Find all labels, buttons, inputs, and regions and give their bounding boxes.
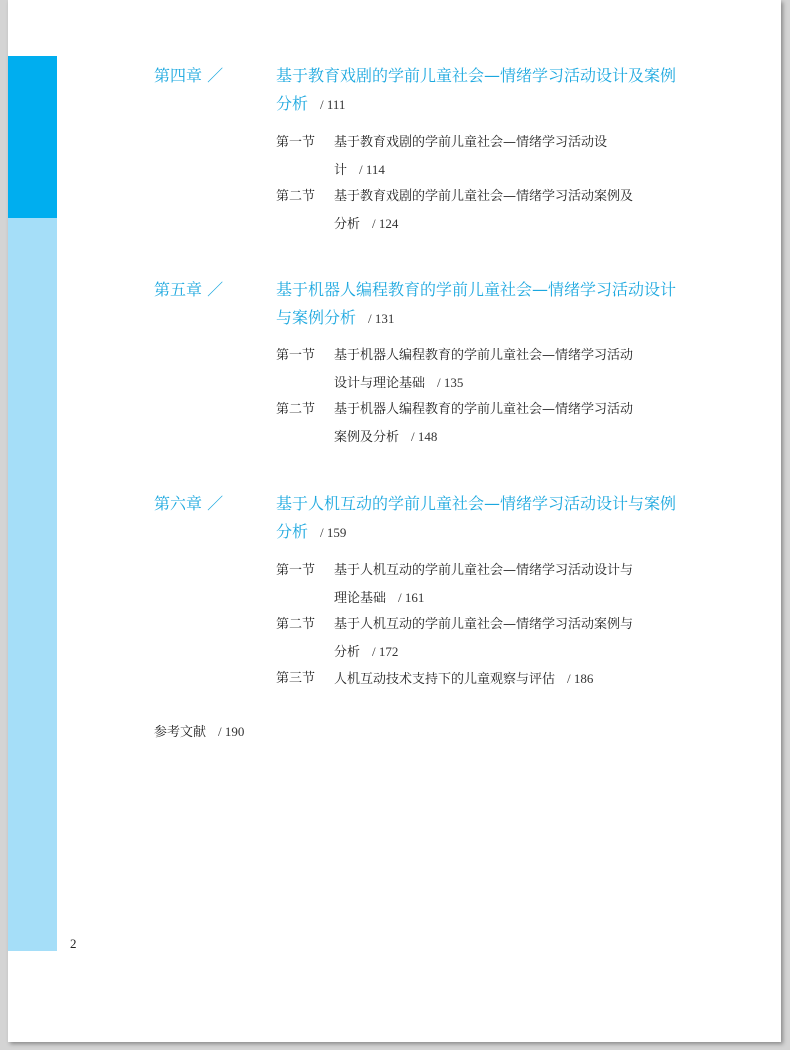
section-page: / 148: [411, 428, 438, 444]
section-page: / 172: [372, 643, 399, 659]
toc-section[interactable]: [276, 612, 696, 666]
chapter-title[interactable]: [276, 490, 676, 547]
section-title: 基于人机互动的学前儿童社会—情绪学习活动案例与分析: [334, 617, 634, 660]
section-page: / 186: [567, 671, 594, 686]
section-label: 第一节: [276, 348, 316, 363]
chapter-6-sections: [276, 558, 696, 694]
toc-section[interactable]: [276, 558, 696, 612]
chapter-title-text: 基于人机互动的学前儿童社会—情绪学习活动设计与案例分析: [276, 494, 677, 541]
references-page: / 190: [218, 724, 245, 739]
toc-section[interactable]: [276, 397, 696, 451]
toc-section[interactable]: [276, 130, 696, 184]
section-page: / 114: [359, 161, 385, 177]
color-band-light: [8, 218, 57, 951]
chapter-label: 第四章 ／: [154, 66, 224, 85]
section-page: / 124: [372, 215, 399, 231]
chapter-title-text: 基于教育戏剧的学前儿童社会—情绪学习活动设计及案例分析: [276, 66, 677, 113]
color-band-dark: [8, 56, 57, 218]
toc-section[interactable]: [276, 343, 696, 397]
chapter-5-sections: [276, 343, 696, 451]
section-title: 人机互动技术支持下的儿童观察与评估: [334, 672, 556, 687]
chapter-page: / 159: [320, 525, 347, 540]
section-title: 基于教育戏剧的学前儿童社会—情绪学习活动设计: [334, 135, 608, 178]
chapter-page: / 131: [368, 311, 395, 326]
chapter-label: 第六章 ／: [154, 494, 224, 513]
section-title: 基于人机互动的学前儿童社会—情绪学习活动设计与理论基础: [334, 563, 634, 606]
references-label: 参考文献: [154, 725, 207, 740]
chapter-label: 第五章 ／: [154, 280, 224, 299]
section-label: 第三节: [276, 671, 316, 686]
chapter-title-text: 基于机器人编程教育的学前儿童社会—情绪学习活动设计与案例分析: [276, 280, 677, 327]
document-page: [8, 0, 781, 1042]
section-label: 第一节: [276, 563, 316, 578]
page-number: 2: [70, 936, 77, 951]
chapter-title[interactable]: [276, 276, 676, 333]
section-page: / 161: [398, 589, 425, 605]
chapter-page: / 111: [320, 97, 346, 112]
section-label: 第二节: [276, 189, 316, 204]
chapter-title[interactable]: [276, 62, 676, 119]
section-label: 第二节: [276, 617, 316, 632]
section-label: 第二节: [276, 402, 316, 417]
toc-section[interactable]: [276, 184, 696, 238]
section-page: / 135: [437, 374, 464, 390]
section-label: 第一节: [276, 135, 316, 150]
references-entry[interactable]: [154, 719, 244, 746]
section-title: 基于教育戏剧的学前儿童社会—情绪学习活动案例及分析: [334, 189, 634, 232]
section-title: 基于机器人编程教育的学前儿童社会—情绪学习活动设计与理论基础: [334, 348, 634, 391]
toc-section[interactable]: [276, 666, 696, 694]
section-title: 基于机器人编程教育的学前儿童社会—情绪学习活动案例及分析: [334, 402, 634, 445]
chapter-4-sections: [276, 130, 696, 238]
